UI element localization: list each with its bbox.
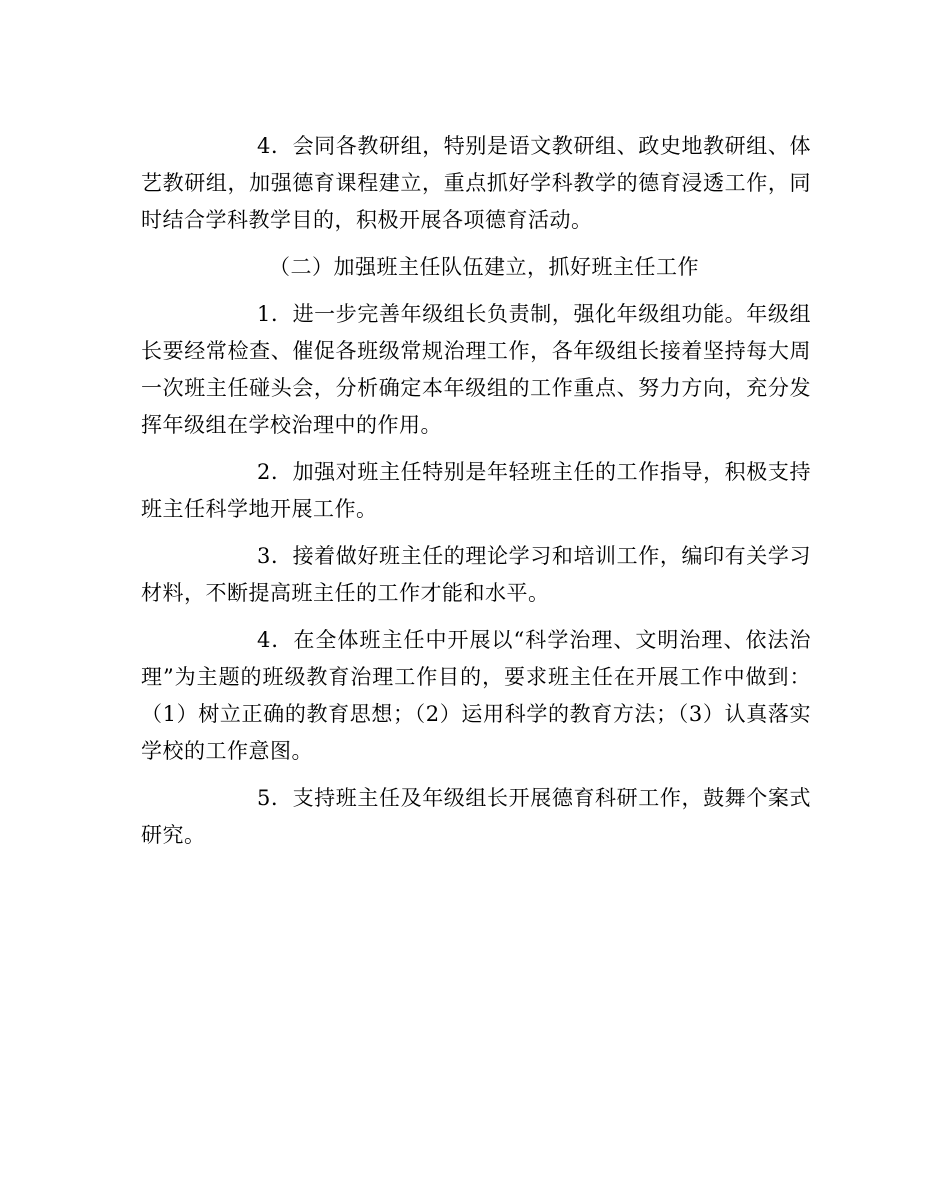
paragraph-item-3-training: 3．接着做好班主任的理论学习和培训工作，编印有关学习材料，不断提高班主任的工作才能和水平。 [141,544,811,605]
paragraph-item-1-grade-leader: 1．进一步完善年级组长负责制，强化年级组功能。年级组长要经常检查、催促各班级常规治理工作，各年级组长接着坚持每大周一次班主任碰头会，分析确定本年级组的工作重点、努力方向，充分发挥年级组在学校治理中的作用。 [141,302,811,437]
paragraph-item-4-teaching-groups: 4．会同各教研组，特别是语文教研组、政史地教研组、体艺教研组，加强德育课程建立，重点抓好学科教学的德育浸透工作，同时结合学科教学目的，积极开展各项德育活动。 [141,134,811,232]
document-body [141,128,811,864]
paragraph-item-5-research: 5．支持班主任及年级组长开展德育科研工作，鼓舞个案式研究。 [141,786,811,847]
paragraph-item-2-guidance: 2．加强对班主任特别是年轻班主任的工作指导，积极支持班主任科学地开展工作。 [141,460,811,521]
section-heading-class-teacher: （二）加强班主任队伍建立，抓好班主任工作 [269,255,699,279]
paragraph-item-4-management: 4．在全体班主任中开展以“科学治理、文明治理、依法治理”为主题的班级教育治理工作目的，要求班主任在开展工作中做到：（1）树立正确的教育思想；（2）运用科学的教育方法；（3）认真落实学校的工作意图。 [141,628,811,763]
